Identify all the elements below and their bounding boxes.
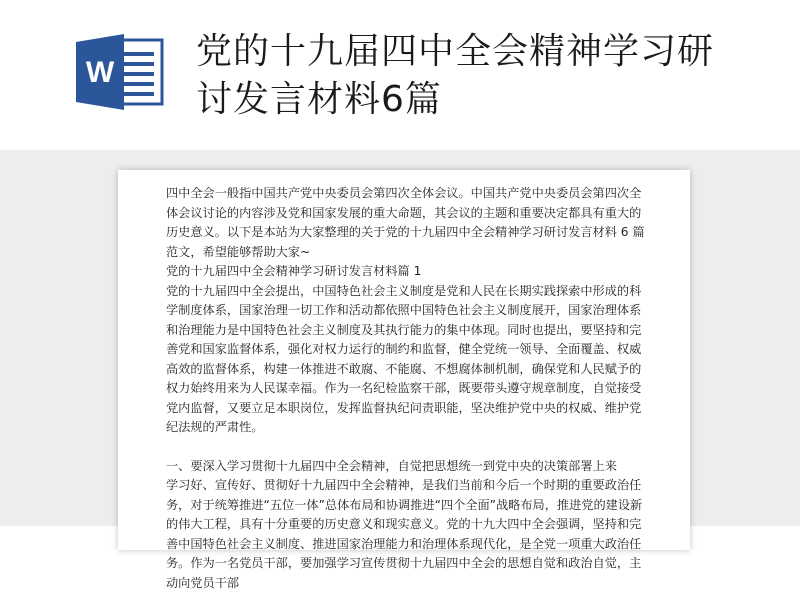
word-icon-letter: W [85,56,115,89]
paragraph-spacer [166,438,648,457]
document-title-line-2: 讨发言材料6篇 [196,79,442,120]
document-page [118,170,690,590]
title-banner [0,0,800,150]
document-body [166,184,648,593]
intro-paragraph: 四中全会一般指中国共产党中央委员会第四次全体会议。中国共产党中央委员会第四次全体会议讨论的内容涉及党和国家发展的重大命题，其会议的主题和重要决定都具有重大的历史意义。以下是本站为大家整理的关于党的十九届四中全会精神学习研讨发言材料 6 篇范文，希望能够帮助大家~ [166,186,645,259]
section-heading: 党的十九届四中全会精神学习研讨发言材料篇 1 [166,264,422,278]
word-document-icon [74,34,166,110]
body-paragraph: 学习好、宣传好、贯彻好十九届四中全会精神，是我们当前和今后一个时期的重要政治任务，对于统筹推进“五位一体”总体布局和协调推进“四个全面”战略布局，推进党的建设新的伟大工程，具有十分重要的历史意义和现实意义。党的十九大四中全会强调，坚持和完善中国特色社会主义制度、推进国家治理能力和治理体系现代化，是全党一项重大政治任务。作为一名党员干部，要加强学习宣传贯彻十九届四中全会的思想自觉和政治自觉，主动向党员干部 [166,478,643,590]
subsection-heading: 一、要深入学习贯彻十九届四中全会精神，自觉把思想统一到党中央的决策部署上来 [166,458,617,473]
body-paragraph: 党的十九届四中全会提出，中国特色社会主义制度是党和人民在长期实践探索中形成的科学制度体系，国家治理一切工作和活动都依照中国特色社会主义制度展开，国家治理体系和治理能力是中国特色社会主义制度及其执行能力的集中体现。同时也提出，要坚持和完善党和国家监督体系，强化对权力运行的制约和监督，健全党统一领导、全面覆盖、权威高效的监督体系，构建一体推进不敢腐、不能腐、不想腐体制机制，确保党和人民赋予的权力始终用来为人民谋幸福。作为一名纪检监察干部，既要带头遵守规章制度，自觉接受党内监督，又要立足本职岗位，发挥监督执纪问责职能，坚决维护党中央的权威、维护党纪法规的严肃性。 [166,283,642,434]
document-title [196,28,776,124]
document-title-line-1: 党的十九届四中全会精神学习研 [196,31,715,72]
